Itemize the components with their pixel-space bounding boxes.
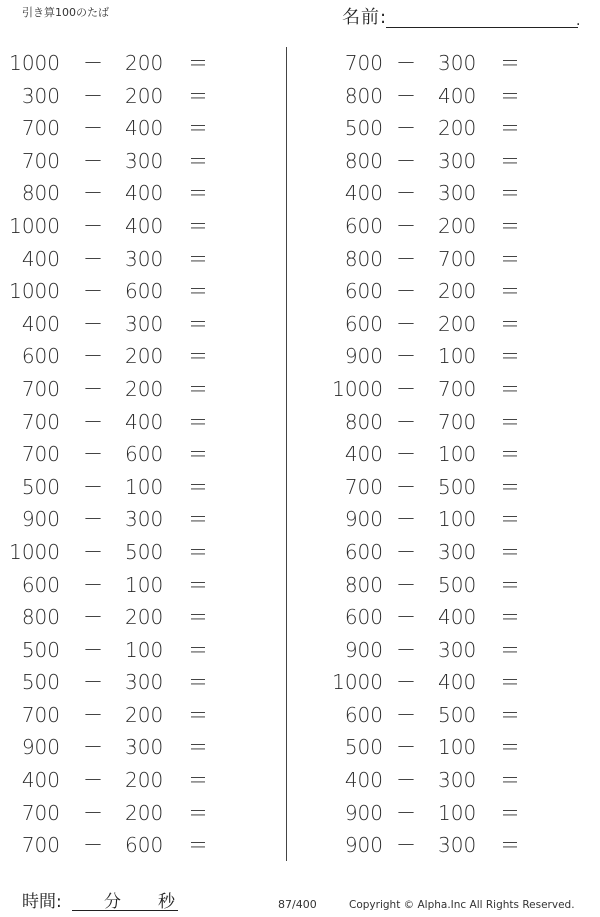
minus-sign: －	[396, 442, 416, 467]
minus-sign: －	[83, 474, 103, 499]
minuend: 500	[21, 670, 60, 695]
subtrahend: 300	[125, 311, 164, 336]
minuend: 800	[344, 83, 383, 108]
subtrahend: 300	[125, 246, 164, 271]
minus-sign: －	[83, 83, 103, 108]
equals-sign: ＝	[188, 572, 208, 597]
copyright-notice: Copyright © Alpha.Inc All Rights Reserved.	[349, 899, 575, 911]
problem-row	[310, 308, 590, 341]
equals-sign: ＝	[500, 279, 520, 304]
name-field[interactable]	[342, 6, 582, 32]
problem-row	[0, 471, 284, 504]
subtrahend: 400	[438, 670, 477, 695]
minuend: 600	[344, 702, 383, 727]
minuend: 800	[344, 409, 383, 434]
subtrahend: 200	[438, 213, 477, 238]
problem-row	[0, 666, 284, 699]
problem-row	[310, 829, 590, 862]
problem-row	[310, 503, 590, 536]
minuend: 600	[344, 539, 383, 564]
minus-sign: －	[83, 735, 103, 760]
name-label: 名前:	[342, 7, 388, 28]
equals-sign: ＝	[500, 51, 520, 75]
subtrahend: 700	[438, 246, 477, 271]
minuend: 700	[21, 376, 60, 401]
minus-sign: －	[396, 279, 416, 304]
minuend: 700	[21, 116, 60, 141]
minuend: 900	[344, 344, 383, 369]
subtrahend: 500	[438, 474, 477, 499]
equals-sign: ＝	[188, 507, 208, 532]
minus-sign: －	[396, 605, 416, 630]
problem-row	[0, 731, 284, 764]
problem-row	[310, 373, 590, 406]
minus-sign: －	[396, 51, 416, 75]
problem-row	[310, 210, 590, 243]
minuend: 1000	[9, 213, 60, 238]
minus-sign: －	[396, 735, 416, 760]
minus-sign: －	[396, 637, 416, 662]
page-number: 87/400	[278, 898, 317, 911]
minus-sign: －	[396, 409, 416, 434]
minus-sign: －	[396, 344, 416, 369]
minutes-label: 分	[104, 892, 121, 912]
name-underline[interactable]	[386, 27, 578, 28]
equals-sign: ＝	[188, 148, 208, 173]
subtrahend: 300	[125, 670, 164, 695]
problem-row	[310, 666, 590, 699]
problem-row	[0, 112, 284, 145]
minuend: 800	[21, 605, 60, 630]
problem-row	[0, 145, 284, 178]
equals-sign: ＝	[500, 670, 520, 695]
subtrahend: 200	[125, 344, 164, 369]
minuend: 900	[344, 507, 383, 532]
minuend: 900	[344, 800, 383, 825]
equals-sign: ＝	[500, 800, 520, 825]
subtrahend: 300	[438, 148, 477, 173]
problem-row	[0, 373, 284, 406]
subtrahend: 100	[438, 507, 477, 532]
equals-sign: ＝	[188, 768, 208, 793]
minus-sign: －	[83, 670, 103, 695]
seconds-label: 秒	[158, 892, 175, 912]
minuend: 700	[21, 833, 60, 858]
minus-sign: －	[83, 605, 103, 630]
problem-row	[310, 731, 590, 764]
equals-sign: ＝	[188, 670, 208, 695]
problem-row	[310, 177, 590, 210]
equals-sign: ＝	[500, 148, 520, 173]
subtrahend: 200	[438, 279, 477, 304]
minuend: 400	[344, 768, 383, 793]
minuend: 700	[21, 702, 60, 727]
equals-sign: ＝	[188, 51, 208, 75]
minus-sign: －	[83, 51, 103, 75]
subtrahend: 400	[125, 409, 164, 434]
time-label: 時間:	[22, 892, 62, 912]
problem-row	[0, 177, 284, 210]
subtrahend: 400	[438, 605, 477, 630]
subtrahend: 100	[438, 344, 477, 369]
minus-sign: －	[83, 116, 103, 141]
minuend: 900	[21, 735, 60, 760]
minuend: 300	[21, 83, 60, 108]
minus-sign: －	[396, 474, 416, 499]
subtrahend: 300	[438, 181, 477, 206]
minuend: 700	[344, 474, 383, 499]
minuend: 600	[21, 344, 60, 369]
minus-sign: －	[83, 409, 103, 434]
subtrahend: 200	[125, 768, 164, 793]
problem-row	[310, 764, 590, 797]
equals-sign: ＝	[500, 311, 520, 336]
problem-row	[0, 634, 284, 667]
subtrahend: 500	[125, 539, 164, 564]
minuend: 600	[344, 213, 383, 238]
problem-row	[0, 503, 284, 536]
equals-sign: ＝	[188, 246, 208, 271]
problem-row	[0, 438, 284, 471]
minus-sign: －	[396, 181, 416, 206]
time-field[interactable]	[22, 890, 192, 916]
subtrahend: 200	[125, 376, 164, 401]
minus-sign: －	[83, 376, 103, 401]
equals-sign: ＝	[500, 768, 520, 793]
problem-row	[310, 80, 590, 113]
subtrahend: 200	[438, 311, 477, 336]
equals-sign: ＝	[500, 246, 520, 271]
minus-sign: －	[83, 539, 103, 564]
equals-sign: ＝	[500, 181, 520, 206]
minuend: 1000	[332, 376, 383, 401]
equals-sign: ＝	[188, 213, 208, 238]
equals-sign: ＝	[188, 181, 208, 206]
minuend: 600	[21, 572, 60, 597]
subtrahend: 200	[125, 83, 164, 108]
minus-sign: －	[396, 670, 416, 695]
equals-sign: ＝	[500, 474, 520, 499]
problem-row	[310, 634, 590, 667]
minus-sign: －	[396, 83, 416, 108]
subtrahend: 300	[438, 768, 477, 793]
equals-sign: ＝	[500, 539, 520, 564]
problem-row	[0, 699, 284, 732]
problem-row	[310, 699, 590, 732]
problem-row	[0, 340, 284, 373]
problem-row	[310, 406, 590, 439]
equals-sign: ＝	[500, 213, 520, 238]
subtrahend: 600	[125, 833, 164, 858]
subtrahend: 100	[125, 637, 164, 662]
equals-sign: ＝	[188, 833, 208, 858]
minuend: 700	[21, 148, 60, 173]
subtrahend: 200	[125, 702, 164, 727]
subtrahend: 300	[438, 833, 477, 858]
worksheet-title: 引き算100のたば	[22, 6, 109, 19]
minuend: 400	[344, 442, 383, 467]
name-end-mark: .	[576, 13, 581, 29]
minuend: 900	[344, 833, 383, 858]
minuend: 400	[21, 311, 60, 336]
subtrahend: 500	[438, 702, 477, 727]
equals-sign: ＝	[188, 539, 208, 564]
subtrahend: 100	[438, 800, 477, 825]
minuend: 400	[21, 246, 60, 271]
subtrahend: 400	[438, 83, 477, 108]
column-divider	[286, 47, 287, 861]
left-problem-column	[0, 47, 284, 862]
problem-row	[310, 569, 590, 602]
minuend: 700	[21, 409, 60, 434]
minuend: 500	[21, 474, 60, 499]
equals-sign: ＝	[500, 637, 520, 662]
problem-row	[0, 47, 284, 80]
minus-sign: －	[83, 311, 103, 336]
minuend: 600	[344, 311, 383, 336]
problem-row	[310, 145, 590, 178]
equals-sign: ＝	[188, 279, 208, 304]
subtrahend: 300	[438, 637, 477, 662]
problem-row	[0, 308, 284, 341]
subtrahend: 100	[438, 735, 477, 760]
minuend: 800	[344, 148, 383, 173]
minuend: 600	[344, 605, 383, 630]
subtrahend: 100	[125, 474, 164, 499]
minus-sign: －	[83, 246, 103, 271]
subtrahend: 400	[125, 213, 164, 238]
minus-sign: －	[83, 572, 103, 597]
minus-sign: －	[396, 148, 416, 173]
equals-sign: ＝	[500, 605, 520, 630]
subtrahend: 600	[125, 279, 164, 304]
subtrahend: 100	[438, 442, 477, 467]
subtrahend: 100	[125, 572, 164, 597]
equals-sign: ＝	[188, 376, 208, 401]
minuend: 600	[344, 279, 383, 304]
minus-sign: －	[396, 213, 416, 238]
equals-sign: ＝	[188, 311, 208, 336]
equals-sign: ＝	[500, 833, 520, 858]
subtrahend: 700	[438, 409, 477, 434]
equals-sign: ＝	[188, 637, 208, 662]
minus-sign: －	[396, 116, 416, 141]
subtrahend: 300	[125, 507, 164, 532]
problem-row	[310, 275, 590, 308]
equals-sign: ＝	[188, 116, 208, 141]
right-problem-column	[310, 47, 590, 862]
problem-row	[0, 569, 284, 602]
equals-sign: ＝	[500, 702, 520, 727]
minus-sign: －	[83, 702, 103, 727]
equals-sign: ＝	[188, 83, 208, 108]
minuend: 500	[344, 735, 383, 760]
minus-sign: －	[396, 702, 416, 727]
subtrahend: 400	[125, 116, 164, 141]
equals-sign: ＝	[500, 409, 520, 434]
problem-row	[310, 47, 590, 80]
problem-row	[0, 764, 284, 797]
minus-sign: －	[83, 442, 103, 467]
minus-sign: －	[83, 800, 103, 825]
minus-sign: －	[83, 279, 103, 304]
minuend: 700	[21, 800, 60, 825]
minus-sign: －	[83, 181, 103, 206]
subtrahend: 300	[438, 539, 477, 564]
equals-sign: ＝	[500, 344, 520, 369]
subtrahend: 300	[438, 51, 477, 75]
subtrahend: 200	[125, 605, 164, 630]
minus-sign: －	[396, 768, 416, 793]
minus-sign: －	[396, 800, 416, 825]
subtrahend: 300	[125, 735, 164, 760]
minuend: 700	[344, 51, 383, 75]
minus-sign: －	[396, 539, 416, 564]
subtrahend: 400	[125, 181, 164, 206]
minus-sign: －	[83, 148, 103, 173]
problem-row	[310, 243, 590, 276]
problem-row	[0, 210, 284, 243]
minus-sign: －	[83, 344, 103, 369]
minus-sign: －	[396, 376, 416, 401]
minuend: 1000	[332, 670, 383, 695]
equals-sign: ＝	[188, 344, 208, 369]
equals-sign: ＝	[500, 442, 520, 467]
subtrahend: 200	[438, 116, 477, 141]
subtrahend: 500	[438, 572, 477, 597]
minuend: 400	[21, 768, 60, 793]
minus-sign: －	[83, 507, 103, 532]
equals-sign: ＝	[500, 507, 520, 532]
problem-row	[310, 601, 590, 634]
minuend: 1000	[9, 539, 60, 564]
subtrahend: 200	[125, 800, 164, 825]
equals-sign: ＝	[500, 735, 520, 760]
minuend: 800	[21, 181, 60, 206]
minuend: 900	[21, 507, 60, 532]
minus-sign: －	[396, 572, 416, 597]
equals-sign: ＝	[188, 605, 208, 630]
minuend: 500	[21, 637, 60, 662]
minus-sign: －	[396, 507, 416, 532]
minuend: 1000	[9, 279, 60, 304]
problem-row	[310, 340, 590, 373]
equals-sign: ＝	[500, 83, 520, 108]
minuend: 900	[344, 637, 383, 662]
minuend: 800	[344, 572, 383, 597]
problem-row	[310, 438, 590, 471]
minuend: 500	[344, 116, 383, 141]
problem-row	[0, 406, 284, 439]
subtrahend: 700	[438, 376, 477, 401]
minuend: 800	[344, 246, 383, 271]
minus-sign: －	[396, 833, 416, 858]
subtrahend: 200	[125, 51, 164, 75]
minus-sign: －	[396, 311, 416, 336]
equals-sign: ＝	[500, 116, 520, 141]
equals-sign: ＝	[188, 735, 208, 760]
problem-row	[0, 80, 284, 113]
problem-row	[310, 797, 590, 830]
minus-sign: －	[83, 637, 103, 662]
problem-row	[310, 112, 590, 145]
problem-row	[0, 829, 284, 862]
minus-sign: －	[83, 768, 103, 793]
equals-sign: ＝	[188, 800, 208, 825]
problem-row	[0, 601, 284, 634]
equals-sign: ＝	[188, 409, 208, 434]
subtrahend: 600	[125, 442, 164, 467]
problem-row	[310, 536, 590, 569]
equals-sign: ＝	[500, 572, 520, 597]
minus-sign: －	[83, 833, 103, 858]
minus-sign: －	[396, 246, 416, 271]
minus-sign: －	[83, 213, 103, 238]
problem-row	[0, 243, 284, 276]
minuend: 1000	[9, 51, 60, 75]
minuend: 400	[344, 181, 383, 206]
problem-row	[0, 275, 284, 308]
equals-sign: ＝	[188, 702, 208, 727]
problem-row	[0, 536, 284, 569]
subtrahend: 300	[125, 148, 164, 173]
problem-row	[310, 471, 590, 504]
minuend: 700	[21, 442, 60, 467]
equals-sign: ＝	[500, 376, 520, 401]
problem-row	[0, 797, 284, 830]
equals-sign: ＝	[188, 442, 208, 467]
equals-sign: ＝	[188, 474, 208, 499]
